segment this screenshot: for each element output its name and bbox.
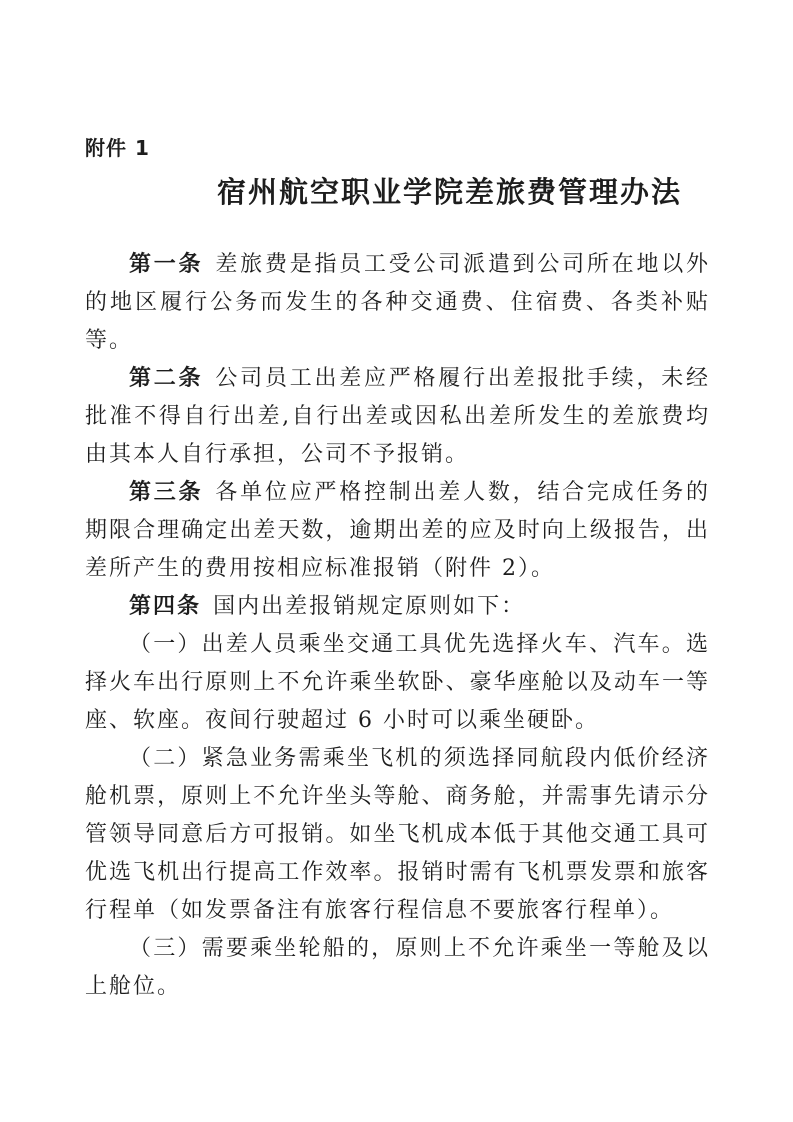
clause-label: 第三条: [129, 480, 204, 505]
paragraph: [85, 740, 710, 930]
paragraph: [85, 246, 710, 360]
document-title: 宿州航空职业学院差旅费管理办法: [216, 175, 682, 209]
clause-label: 第四条: [129, 594, 202, 619]
paragraph: [85, 588, 710, 626]
paragraph: [85, 930, 710, 1006]
clause-label: 第一条: [129, 252, 204, 277]
paragraph-text: （二）紧急业务需乘坐飞机的须选择同航段内低价经济舱机票，原则上不允许坐头等舱、商务舱，并需事先请示分管领导同意后方可报销。如坐飞机成本低于其他交通工具可优选飞机出行提高工作效率。报销时需有飞机票发票和旅客行程单（如发票备注有旅客行程信息不要旅客行程单）。: [85, 746, 710, 923]
paragraph: [85, 360, 710, 474]
paragraph-text: 公司员工出差应严格履行出差报批手续，未经批准不得自行出差,自行出差或因私出差所发生的差旅费均由其本人自行承担，公司不予报销。: [85, 366, 710, 467]
paragraph: [85, 626, 710, 740]
document-content: [0, 136, 793, 1006]
paragraph-text: 差旅费是指员工受公司派遣到公司所在地以外的地区履行公务而发生的各种交通费、住宿费、各类补贴等。: [85, 252, 710, 353]
paragraph-text: 国内出差报销规定原则如下：: [213, 594, 526, 619]
clause-label: 第二条: [129, 366, 204, 391]
paragraph-text: （一）出差人员乘坐交通工具优先选择火车、汽车。选择火车出行原则上不允许乘坐软卧、豪华座舱以及动车一等座、软座。夜间行驶超过 6 小时可以乘坐硬卧。: [85, 632, 710, 733]
attachment-label: 附件 1: [85, 136, 150, 160]
paragraph-text: 各单位应严格控制出差人数，结合完成任务的期限合理确定出差天数，逾期出差的应及时向上级报告，出差所产生的费用按相应标准报销（附件 2）。: [85, 480, 710, 581]
paragraph-text: （三）需要乘坐轮船的，原则上不允许乘坐一等舱及以上舱位。: [85, 936, 710, 999]
paragraph: [85, 474, 710, 588]
document-body: [85, 246, 710, 1006]
